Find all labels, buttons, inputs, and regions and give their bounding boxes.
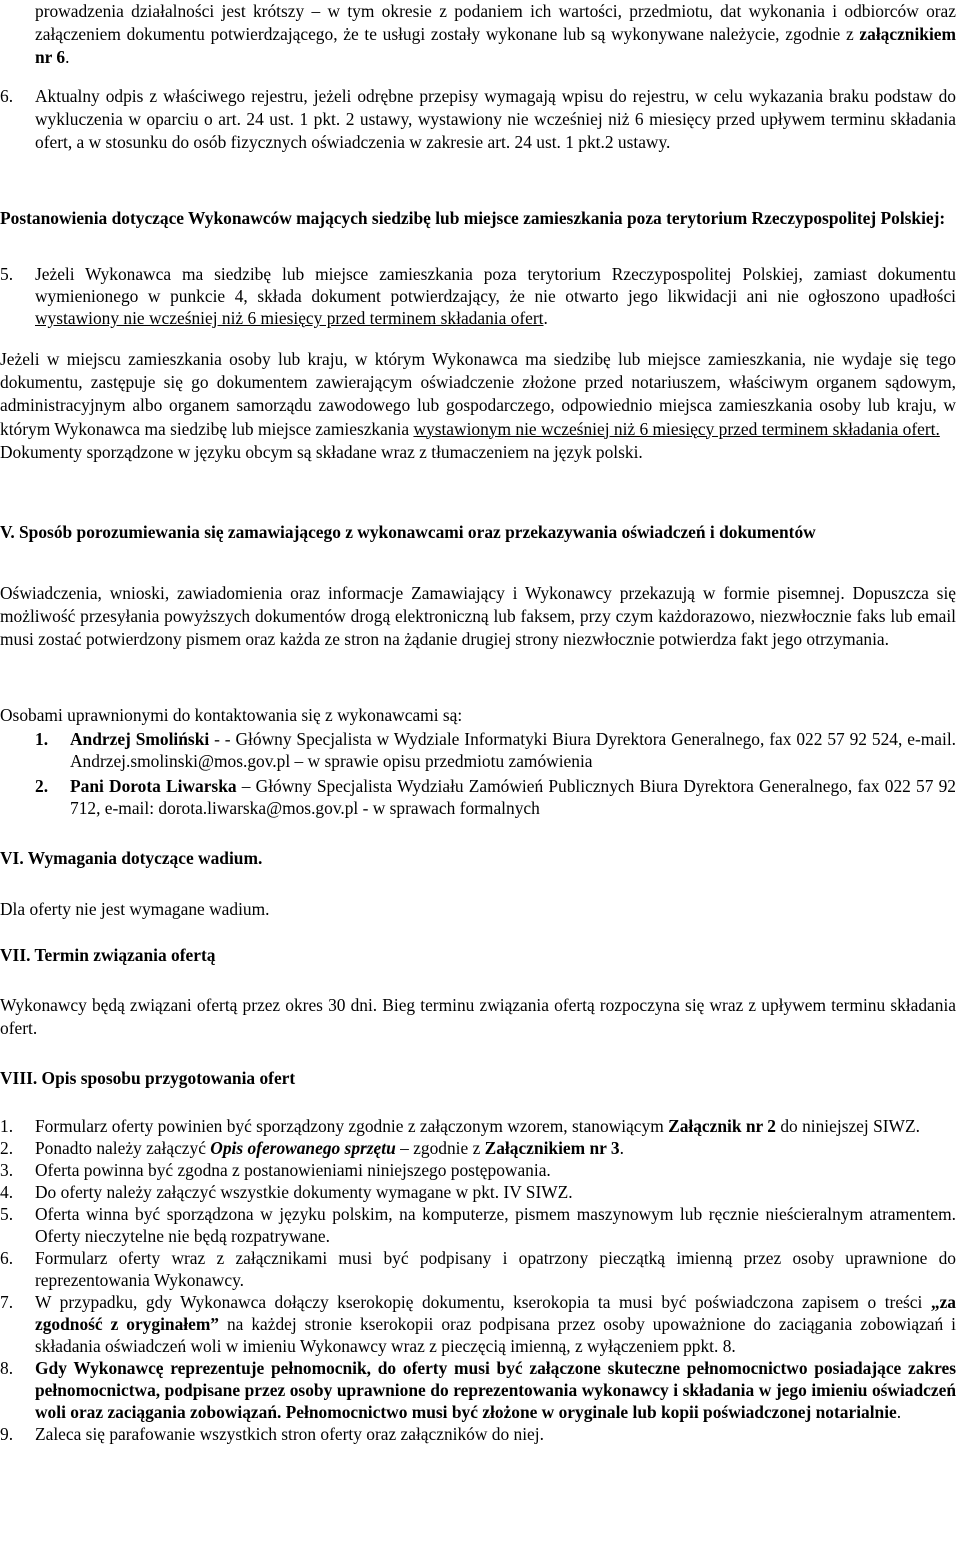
substitute-document-paragraph: Jeżeli w miejscu zamieszkania osoby lub kraju, w którym Wykonawca ma siedzibę lub miejsce zamieszkania, nie wydaje się tego dokumentu, zastępuje się go dokumentem zawierającym oświadczenie złożone przed notariuszem, właściwym organem sądowym, administracyjnym albo organem samorządu zawodowego lub gospodarczego, odpowiednio miejsca zamieszkania osoby lub kraju, w którym Wykonawca ma siedzibę lub miejsce zamieszkania wystawionym nie wcześniej niż 6 miesięcy przed terminem składania ofert. Dokumenty sporządzone w języku obcym są składane wraz z tłumaczeniem na język polski. bbox=[0, 348, 956, 464]
translation-note: Dokumenty sporządzone w języku obcym są składane wraz z tłumaczeniem na język polski. bbox=[0, 441, 643, 462]
list-number: 2. bbox=[35, 776, 49, 796]
foreign-contractors-heading: Postanowienia dotyczące Wykonawców mających siedzibę lub miejsce zamieszkania poza terytorium Rzeczypospolitej Polskiej: bbox=[0, 208, 946, 228]
list-number: 5. bbox=[0, 264, 14, 284]
offer-item-1: 1. Formularz oferty powinien być sporządzony zgodnie z załączonym wzorem, stanowiącym Załącznik nr 2 do niniejszej SIWZ. bbox=[0, 1116, 920, 1136]
certification-phrase: „za zgodność z oryginałem” bbox=[35, 1292, 956, 1334]
list-item-5: 5. Jeżeli Wykonawca ma siedzibę lub miejsce zamieszkania poza terytorium Rzeczypospolitej Polskiej, zamiast dokumentu wymienionego w punkcie 4, składa dokument potwierdzający, że nie otwarto jego likwidacji ani nie ogłoszono upadłości wystawiony nie wcześniej niż 6 miesięcy przed terminem składania ofert. bbox=[0, 264, 956, 328]
list-number: 1. bbox=[35, 729, 49, 749]
offer-item-6: 6. Formularz oferty wraz z załącznikami musi być podpisany i opatrzony pieczątką imienną przez osoby uprawnione do reprezentowania Wykonawcy. bbox=[0, 1248, 956, 1290]
offer-item-2: 2. Ponadto należy załączyć Opis oferowanego sprzętu – zgodnie z Załącznikiem nr 3. bbox=[0, 1138, 624, 1158]
section-vi-heading: VI. Wymagania dotyczące wadium. bbox=[0, 848, 263, 868]
continuation-paragraph: prowadzenia działalności jest krótszy – w tym okresie z podaniem ich wartości, przedmiotu, dat wykonania i odbiorców oraz załączeniem dokumentu potwierdzającego, że te usługi zostały wykonane lub są wykonywane należycie, zgodnie z załącznikiem nr 6. bbox=[35, 1, 956, 68]
attachment-ref: Załącznik nr 2 bbox=[668, 1116, 776, 1136]
attachment-ref: załącznikiem nr 6 bbox=[35, 24, 956, 68]
offer-item-3: 3. Oferta powinna być zgodna z postanowieniami niniejszego postępowania. bbox=[0, 1160, 551, 1180]
offer-item-5: 5. Oferta winna być sporządzona w języku polskim, na komputerze, pismem maszynowym lub ręcznie nieścieralnym atramentem. Oferty nieczytelne nie będą rozpatrywane. bbox=[0, 1204, 956, 1246]
contact-name: Pani Dorota Liwarska bbox=[70, 776, 237, 796]
section-viii-heading: VIII. Opis sposobu przygotowania ofert bbox=[0, 1068, 296, 1088]
offer-list bbox=[0, 1115, 956, 1445]
offer-item-8: 8. Gdy Wykonawcę reprezentuje pełnomocnik, do oferty musi być załączone skuteczne pełnomocnictwo posiadające zakres pełnomocnictwa, podpisane przez osoby uprawnione do reprezentowania wykonawcy i składania w jego imieniu oświadczeń woli oraz zaciągania zobowiązań. Pełnomocnictwo musi być złożone w oryginale lub kopii poświadczonej notarialnie. bbox=[0, 1358, 956, 1422]
list-item-6 bbox=[0, 85, 956, 155]
underlined-term: wystawionym nie wcześniej niż 6 miesięcy przed terminem składania ofert. bbox=[413, 418, 940, 439]
offer-item-9: 9. Zaleca się parafowanie wszystkich stron oferty oraz załączników do niej. bbox=[0, 1424, 544, 1444]
contact-item-2: 2. Pani Dorota Liwarska – Główny Specjalista Wydziału Zamówień Publicznych Biura Dyrektora Generalnego, fax 022 57 92 712, e-mail: dorota.liwarska@mos.gov.pl - w sprawach formalnych bbox=[35, 776, 956, 818]
list-number: 6. bbox=[0, 86, 14, 106]
underlined-term: wystawiony nie wcześniej niż 6 miesięcy przed terminem składania ofert bbox=[35, 308, 544, 328]
power-of-attorney-text: Gdy Wykonawcę reprezentuje pełnomocnik, do oferty musi być załączone skuteczne pełnomocnictwo posiadające zakres pełnomocnictwa, podpisane przez osoby uprawnione do reprezentowania wykonawcy i składania w jego imieniu oświadczeń woli oraz zaciągania zobowiązań. Pełnomocnictwo musi być złożone w oryginale lub kopii poświadczonej notarialnie bbox=[35, 1358, 956, 1422]
offer-item-7: 7. W przypadku, gdy Wykonawca dołączy kserokopię dokumentu, kserokopia ta musi być poświadczona zapisem o treści „za zgodność z oryginałem” na każdej stronie kserokopii oraz podpisana przez osoby upoważnione do zaciągania zobowiązań i składania oświadczeń woli w imieniu Wykonawcy wraz z pieczęcią imienną, z wyłączeniem ppkt. 8. bbox=[0, 1292, 956, 1356]
section-v-paragraph: Oświadczenia, wnioski, zawiadomienia oraz informacje Zamawiający i Wykonawcy przekazują w formie pisemnej. Dopuszcza się możliwość przesyłania powyższych dokumentów drogą elektroniczną lub faksem, przy czym każdorazowo, niezwłocznie faks lub email musi zostać potwierdzony pismem oraz każda ze stron na żądanie drugiej strony niezwłocznie potwierdza fakt jego otrzymania. bbox=[0, 583, 956, 650]
list-item-text: Aktualny odpis z właściwego rejestru, jeżeli odrębne przepisy wymagają wpisu do rejestru, w celu wykazania braku podstaw do wykluczenia w oparciu o art. 24 ust. 1 pkt. 2 ustawy, wystawiony nie wcześniej niż 6 miesięcy przed upływem terminu składania ofert, a w stosunku do osób fizycznych oświadczenia w zakresie art. 24 ust. 1 pkt.2 ustawy. bbox=[35, 86, 956, 153]
attachment-ref: Załącznikiem nr 3 bbox=[484, 1138, 620, 1158]
continuation-text: prowadzenia działalności jest krótszy – w tym okresie z podaniem ich wartości, przedmiotu, dat wykonania i odbiorców oraz załączeniem dokumentu potwierdzającego, że te usługi zostały wykonane lub są wykonywane należycie, zgodnie z bbox=[35, 1, 956, 45]
equipment-description-ref: Opis oferowanego sprzętu bbox=[210, 1138, 396, 1158]
section-vii-heading: VII. Termin związania ofertą bbox=[0, 945, 216, 965]
contacts-intro: Osobami uprawnionymi do kontaktowania się z wykonawcami są: bbox=[0, 705, 463, 725]
section-vii-paragraph: Wykonawcy będą związani ofertą przez okres 30 dni. Bieg terminu związania ofertą rozpoczyna się wraz z upływem terminu składania ofert. bbox=[0, 995, 956, 1039]
contact-name: Andrzej Smoliński bbox=[70, 729, 210, 749]
section-vi-paragraph: Dla oferty nie jest wymagane wadium. bbox=[0, 899, 270, 919]
offer-item-4: 4. Do oferty należy załączyć wszystkie dokumenty wymagane w pkt. IV SIWZ. bbox=[0, 1182, 573, 1202]
contact-item-1: 1. Andrzej Smoliński - - Główny Specjalista w Wydziale Informatyki Biura Dyrektora Generalnego, fax 022 57 92 524, e-mail. Andrzej.smolinski@mos.gov.pl – w sprawie opisu przedmiotu zamówienia bbox=[35, 729, 956, 771]
section-v-heading: V. Sposób porozumiewania się zamawiającego z wykonawcami oraz przekazywania oświadczeń i dokumentów bbox=[0, 522, 816, 542]
